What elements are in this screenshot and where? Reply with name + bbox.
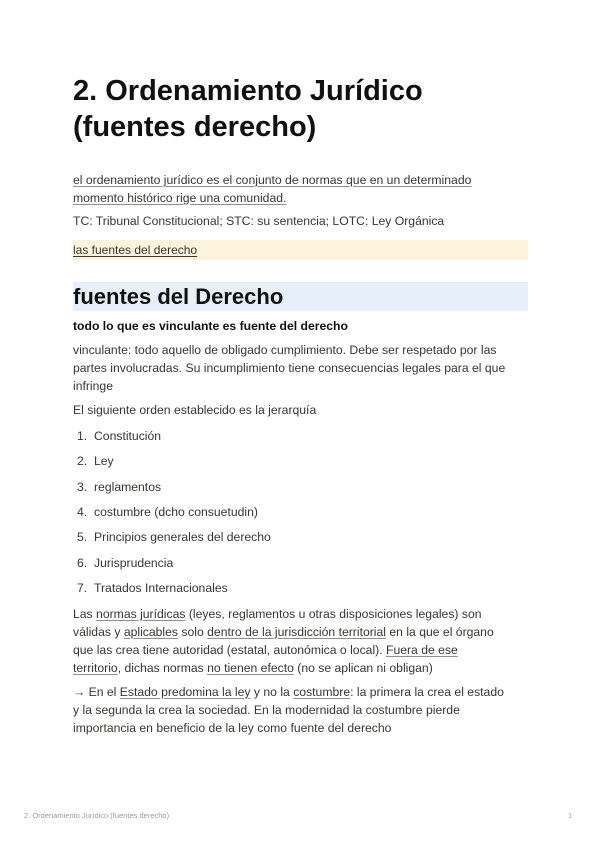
list-number: 7.: [77, 581, 88, 595]
definition-line-2: momento histórico rige una comunidad.: [73, 191, 287, 205]
estado-text: → En el: [73, 685, 120, 699]
list-number: 1.: [77, 429, 88, 443]
footer-title: 2. Ordenamiento Jurídico (fuentes derecho): [24, 811, 170, 820]
normas-paragraph: [73, 605, 528, 677]
estado-text: y no la: [250, 685, 294, 699]
estado-line-3: importancia en beneficio de la ley como fuente del derecho: [73, 721, 392, 735]
costumbre-text: costumbre: [293, 685, 351, 699]
normas-text: solo: [178, 625, 208, 639]
definition-paragraph: [73, 171, 528, 207]
list-text: Jurisprudencia: [94, 556, 174, 570]
list-text: costumbre (dcho consuetudin): [94, 505, 258, 519]
list-number: 4.: [77, 505, 88, 519]
abbreviations-text: TC: Tribunal Constitucional; STC: su sentencia; LOTC: Ley Orgánica: [73, 214, 445, 228]
page-title-line-1: 2. Ordenamiento Jurídico: [73, 75, 423, 107]
page-number: 1: [568, 811, 573, 820]
no-efecto-text: no tienen efecto: [207, 661, 294, 675]
estado-ley-text: Estado predomina la ley: [119, 685, 251, 699]
list-text: Ley: [94, 454, 114, 468]
estado-text: : la primera la crea el estado: [350, 685, 504, 699]
hierarchy-intro: El siguiente orden establecido es la jerarquía: [73, 403, 317, 417]
page-title-line-2: (fuentes derecho): [73, 111, 317, 143]
list-item: [77, 528, 271, 546]
list-item: [77, 554, 173, 572]
list-number: 5.: [77, 530, 88, 544]
territorio-text: territorio: [73, 661, 118, 675]
estado-paragraph: [73, 683, 528, 737]
list-number: 6.: [77, 556, 88, 570]
list-text: Tratados Internacionales: [94, 581, 228, 595]
normas-juridicas-link: normas jurídicas: [96, 607, 186, 621]
normas-text: válidas y: [73, 625, 124, 639]
definition-line-1: el ordenamiento jurídico es el conjunto de normas que en un determinado: [73, 173, 472, 187]
jurisdiccion-text: dentro de la jurisdicción territorial: [207, 625, 386, 639]
section-heading: fuentes del Derecho: [73, 282, 528, 311]
callout-link[interactable]: las fuentes del derecho: [73, 243, 198, 257]
normas-text: que las crea tiene autoridad (estatal, autonómica o local).: [73, 643, 386, 657]
normas-text: Las: [73, 607, 97, 621]
fuera-text: Fuera de ese: [386, 643, 458, 657]
vinculante-line-1: vinculante: todo aquello de obligado cumplimiento. Debe ser respetado por las: [73, 343, 497, 357]
vinculante-line-2: partes involucradas. Su incumplimiento tiene consecuencias legales para el que: [73, 361, 506, 375]
list-item: [77, 452, 114, 470]
normas-text: (leyes, reglamentos u otras disposiciones legales) son: [185, 607, 482, 621]
normas-text: en la que el órgano: [386, 625, 494, 639]
list-item: [77, 579, 228, 597]
page-title: [73, 73, 528, 145]
vinculante-paragraph: [73, 341, 528, 395]
list-number: 2.: [77, 454, 88, 468]
list-text: reglamentos: [94, 480, 162, 494]
estado-line-2: y la segunda la crea la sociedad. En la modernidad la costumbre pierde: [73, 703, 460, 717]
vinculante-line-3: infringe: [73, 379, 113, 393]
callout-block: [73, 240, 528, 260]
aplicables-text: aplicables: [123, 625, 179, 639]
list-number: 3.: [77, 480, 88, 494]
list-item: [77, 478, 161, 496]
list-text: Constitución: [94, 429, 162, 443]
bold-statement: todo lo que es vinculante es fuente del derecho: [73, 319, 348, 333]
list-item: [77, 503, 258, 521]
list-item: [77, 427, 161, 445]
list-text: Principios generales del derecho: [94, 530, 271, 544]
normas-text: , dichas normas: [117, 661, 208, 675]
normas-text: (no se aplican ni obligan): [293, 661, 433, 675]
